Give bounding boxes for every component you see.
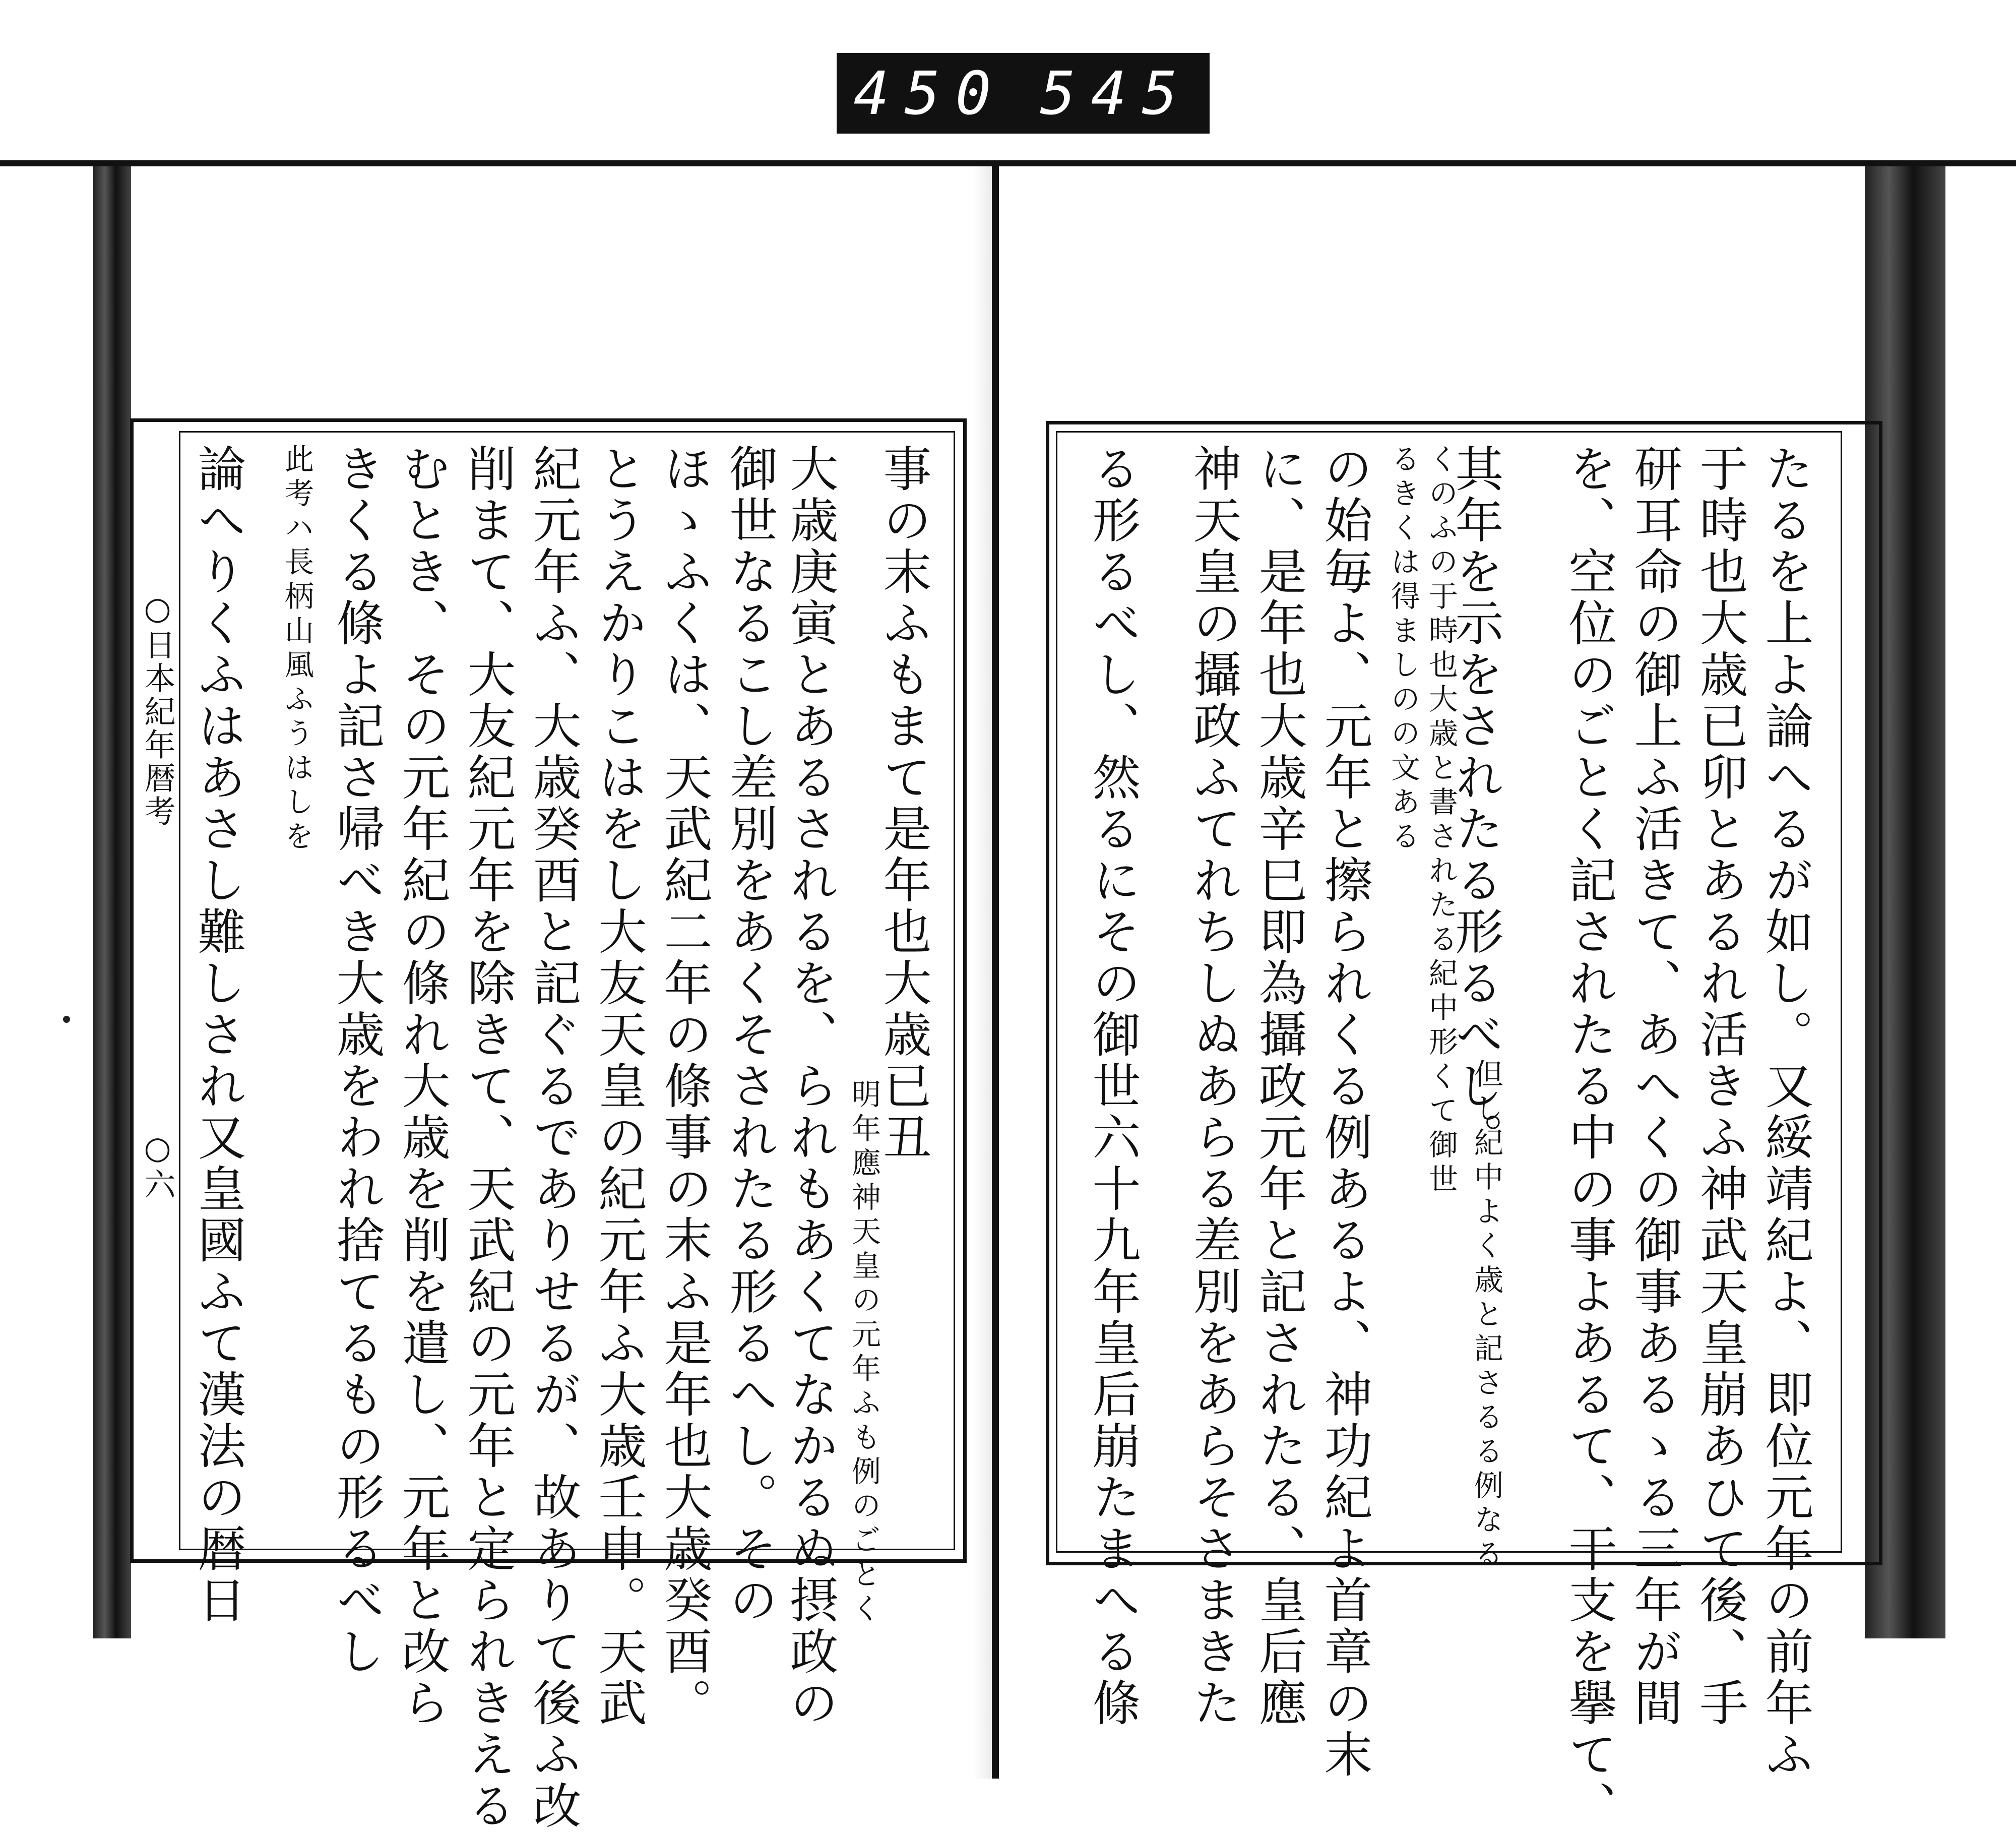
right-column-note-2: くのふの于時也大歳と書されたる紀中形くて御世 — [1424, 444, 1458, 1198]
right-column-9: る形るべし、然るにその御世六十九年皇后崩たまへる條 — [1085, 444, 1141, 1729]
counter-right-number: 545 — [1040, 58, 1193, 128]
left-column-note-1: 明年應神天皇の元年ふも例のごとく — [847, 1079, 881, 1627]
ink-speck — [63, 1016, 70, 1023]
left-page-number: ○六 — [139, 1129, 176, 1201]
right-column-1: たるを上よ論へるが如し。又綏靖紀よ、即位元年の前年ふ — [1757, 444, 1814, 1781]
right-column-2: 于時也大歳已卯とあるれ活きふ神武天皇崩あひて後、手 — [1692, 444, 1748, 1729]
counter-left-number: 450 — [853, 58, 1006, 128]
left-column-9: きくる條よ記さ帰べき大歳をわれ捨てるもの形るべし — [329, 444, 385, 1678]
book-spine — [992, 160, 999, 1779]
top-edge-right — [998, 160, 2016, 166]
top-edge-left — [0, 160, 993, 166]
left-column-7: 削まて、大友紀元年を除きて、天武紀の元年と定られきえる — [460, 444, 516, 1832]
left-column-1: 事の末ふもまて是年也大歳已丑 — [875, 444, 932, 1164]
left-column-10: 論へりくふはあさし難しされ又皇國ふて漢法の暦日 — [190, 444, 246, 1626]
left-page-edge — [93, 166, 131, 1638]
left-column-3: 御世なるこし差別をあくそされたる形るへし。その — [722, 444, 778, 1626]
page-counter-box — [837, 53, 1210, 134]
right-column-6: の始毎よ、元年と擦られくる例あるよ、神功紀よ首章の末 — [1316, 444, 1373, 1781]
left-column-2: 大歳庚寅とあるされるを、られもあくてなかるぬ摂政の — [782, 444, 839, 1729]
right-column-8: 神天皇の攝政ふてれちしぬあらる差別をあらそさまきた — [1185, 444, 1242, 1729]
left-column-4: ほゝふくは、天武紀二年の條事の末ふ是年也大歳癸酉。 — [656, 444, 713, 1729]
right-column-7: に、是年也大歳辛巳即為攝政元年と記されたる、皇后應 — [1251, 444, 1307, 1729]
right-column-3: 研耳命の御上ふ活きて、あへくの御事あるゝる三年が間 — [1626, 444, 1683, 1729]
left-column-note-2: 此考ハ長柄山風ふうはしを — [280, 444, 314, 855]
left-column-5: とうえかりこはをし大友天皇の紀元年ふ大歳壬申。天武 — [591, 444, 647, 1729]
right-column-4: を、空位のごとく記されたる中の事よあるて、干支を擧て、 — [1561, 444, 1617, 1832]
right-column-note-1: 但し紀中よく歳と記さるる例なる — [1469, 1059, 1503, 1573]
right-column-5: 其年を示をされたる形るべし。 — [1447, 444, 1504, 1164]
left-column-8: むとき、その元年紀の條れ大歳を削を遣し、元年と改ら — [394, 444, 451, 1729]
right-column-note-3: るきくは得ましのの文ある — [1386, 444, 1420, 855]
fold-shadow — [973, 166, 993, 1779]
left-running-title: ○日本紀年暦考 — [139, 590, 176, 828]
left-column-6: 紀元年ふ、大歳癸酉と記ぐるでありせるが、故ありて後ふ改 — [525, 444, 582, 1832]
